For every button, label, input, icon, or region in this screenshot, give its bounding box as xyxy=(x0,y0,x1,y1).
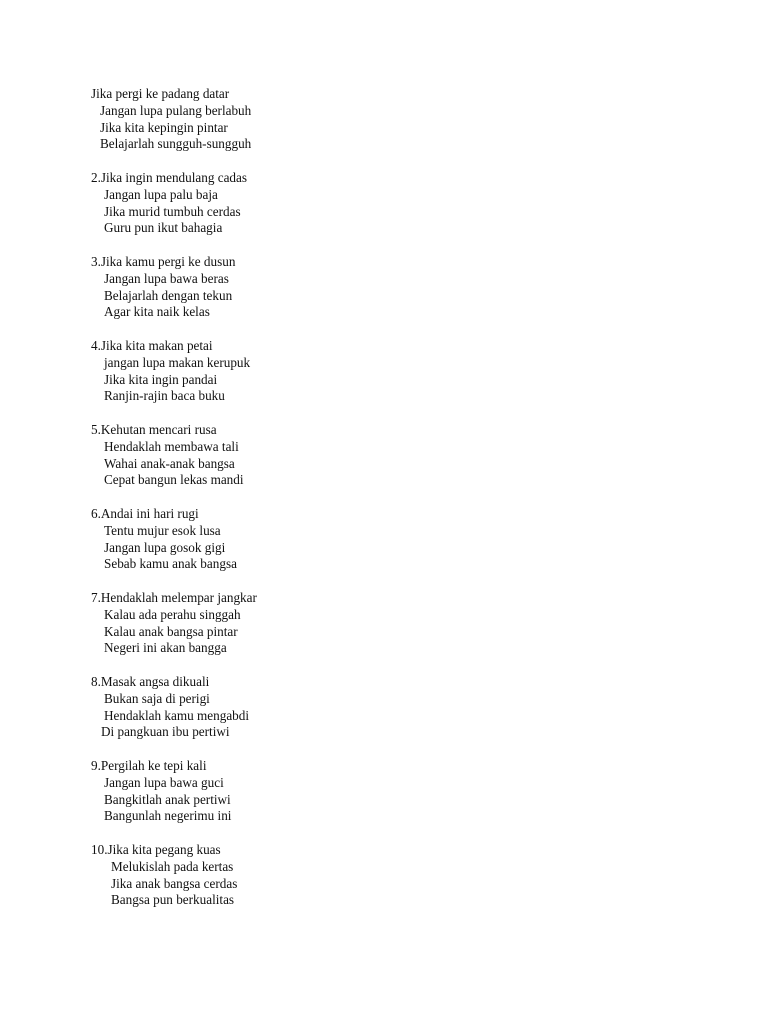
stanza-line: Agar kita naik kelas xyxy=(104,304,210,320)
stanza-line: 3.Jika kamu pergi ke dusun xyxy=(91,254,236,269)
stanza-line: Jika murid tumbuh cerdas xyxy=(104,203,241,219)
stanza-1 xyxy=(91,86,691,153)
stanza-line: Di pangkuan ibu pertiwi xyxy=(101,724,230,740)
stanza-line: Guru pun ikut bahagia xyxy=(104,220,223,236)
stanza-line: Bukan saja di perigi xyxy=(104,690,210,706)
stanza-line: 4.Jika kita makan petai xyxy=(91,338,213,353)
stanza-line: Bangunlah negerimu ini xyxy=(104,808,232,824)
stanza-5 xyxy=(91,422,691,489)
stanza-line: Cepat bangun lekas mandi xyxy=(104,472,244,488)
stanza-line: Sebab kamu anak bangsa xyxy=(104,556,237,572)
stanza-line: Jangan lupa pulang berlabuh xyxy=(100,102,252,118)
stanza-2 xyxy=(91,170,691,237)
stanza-line: Tentu mujur esok lusa xyxy=(104,522,221,538)
stanza-10 xyxy=(91,842,691,909)
stanza-line: Jangan lupa palu baja xyxy=(104,186,218,202)
stanza-3 xyxy=(91,254,691,321)
stanza-line: Hendaklah membawa tali xyxy=(104,438,239,454)
stanza-line: Bangkitlah anak pertiwi xyxy=(104,791,231,807)
stanza-line: jangan lupa makan kerupuk xyxy=(104,354,251,370)
stanza-line: 9.Pergilah ke tepi kali xyxy=(91,758,207,773)
stanza-8 xyxy=(91,674,691,741)
stanza-line: Jangan lupa gosok gigi xyxy=(104,539,226,555)
stanza-line: Kalau ada perahu singgah xyxy=(104,606,241,622)
stanza-line: Ranjin-rajin baca buku xyxy=(104,388,225,404)
stanza-line: Wahai anak-anak bangsa xyxy=(104,455,235,471)
stanza-line: Belajarlah sungguh-sungguh xyxy=(100,136,252,152)
stanza-line: Jika kita kepingin pintar xyxy=(100,119,228,135)
stanza-9 xyxy=(91,758,691,825)
stanza-line: Jika kita ingin pandai xyxy=(104,371,218,387)
stanza-line: 10.Jika kita pegang kuas xyxy=(91,842,221,857)
stanza-line: Bangsa pun berkualitas xyxy=(111,892,235,908)
stanza-line: Jika anak bangsa cerdas xyxy=(111,875,238,891)
stanza-line: Jangan lupa bawa beras xyxy=(104,270,229,286)
stanza-line: Jika pergi ke padang datar xyxy=(91,86,230,101)
stanza-line: 5.Kehutan mencari rusa xyxy=(91,422,217,437)
stanza-6 xyxy=(91,506,691,573)
stanza-line: 2.Jika ingin mendulang cadas xyxy=(91,170,248,185)
stanza-4 xyxy=(91,338,691,405)
stanza-line: 8.Masak angsa dikuali xyxy=(91,674,210,689)
stanza-line: Melukislah pada kertas xyxy=(111,858,234,874)
stanza-line: Hendaklah kamu mengabdi xyxy=(104,707,250,723)
stanza-line: Negeri ini akan bangga xyxy=(104,640,227,656)
stanza-7 xyxy=(91,590,691,657)
stanza-line: Belajarlah dengan tekun xyxy=(104,287,233,303)
stanza-line: 6.Andai ini hari rugi xyxy=(91,506,199,521)
stanza-line: Kalau anak bangsa pintar xyxy=(104,623,238,639)
stanza-line: 7.Hendaklah melempar jangkar xyxy=(91,590,257,605)
stanza-line: Jangan lupa bawa guci xyxy=(104,774,224,790)
